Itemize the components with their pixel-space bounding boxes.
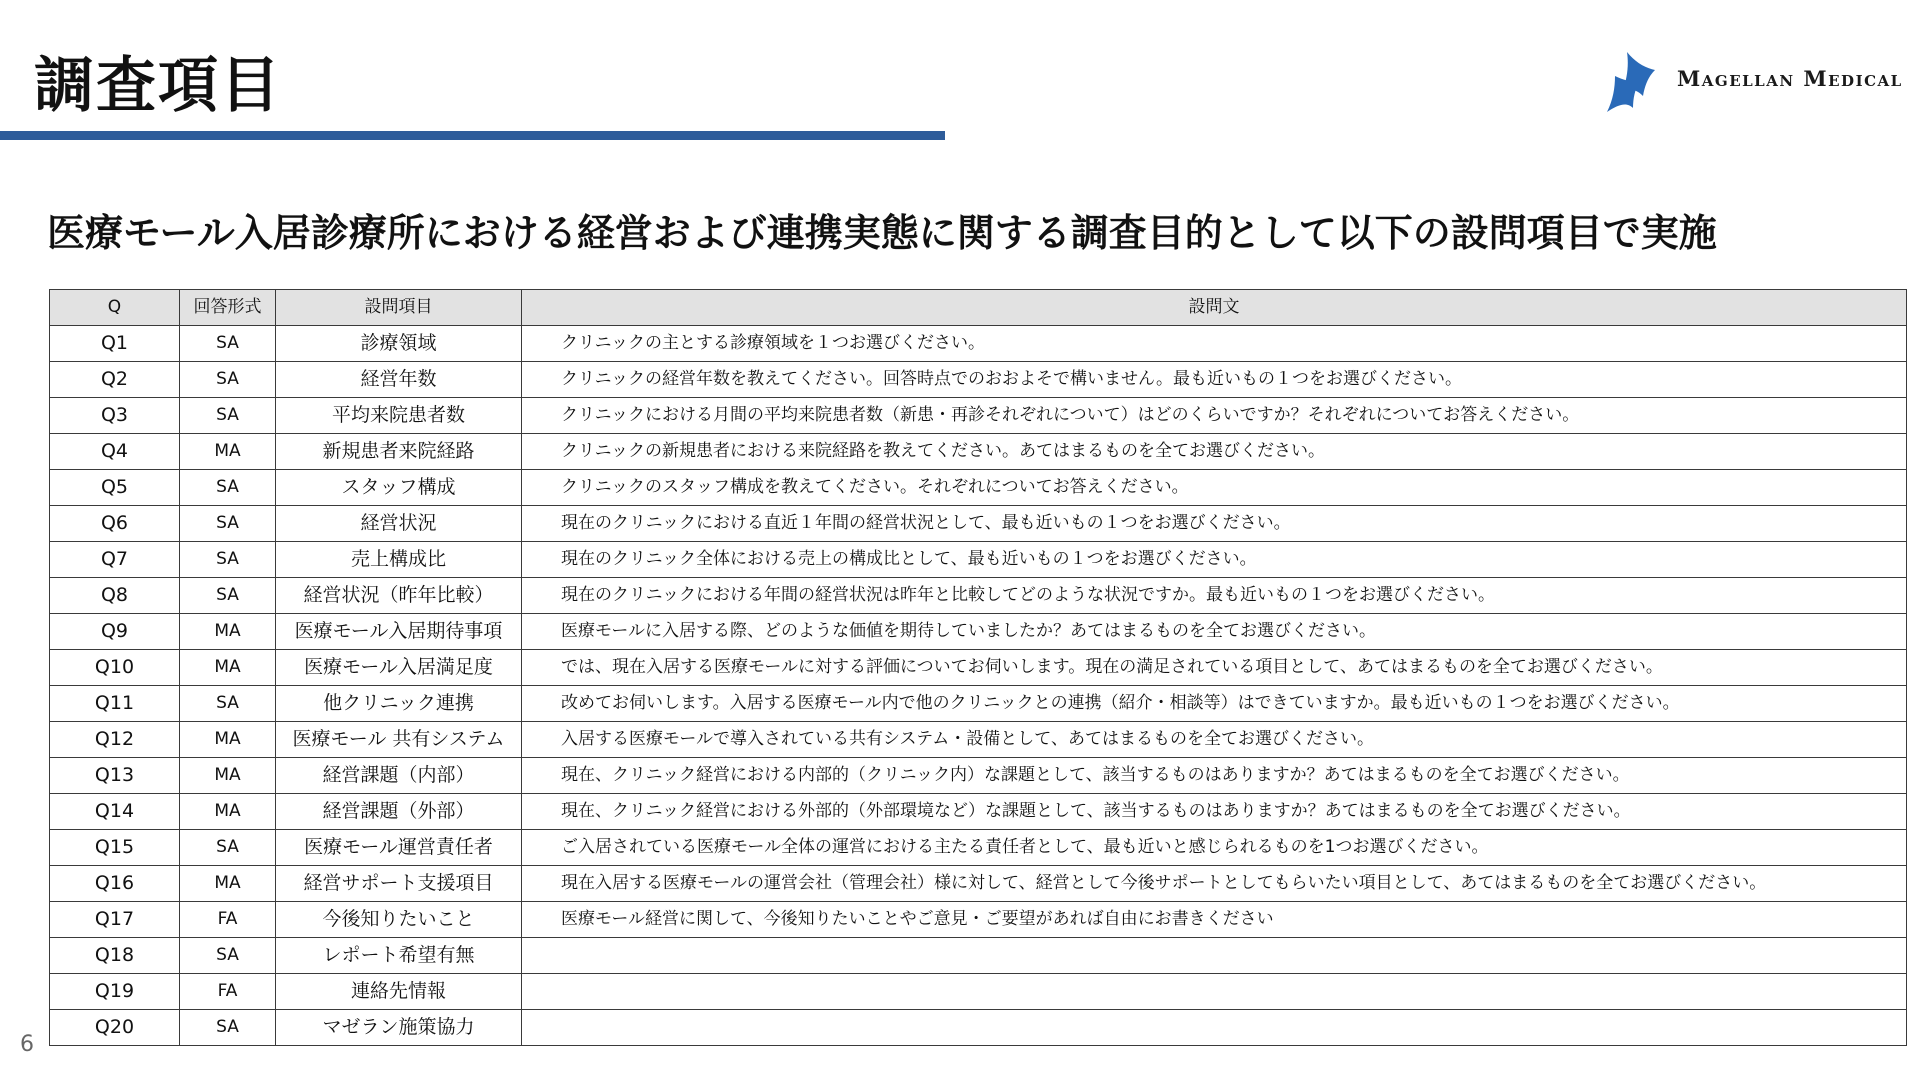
question-text-cell: 現在のクリニックにおける年間の経営状況は昨年と比較してどのような状況ですか。最も近いもの１つをお選びください。 — [522, 578, 1907, 614]
question-text-cell: クリニックの新規患者における来院経路を教えてください。あてはまるものを全てお選びください。 — [522, 434, 1907, 470]
question-text-cell — [522, 974, 1907, 1010]
question-text-cell: ご入居されている医療モール全体の運営における主たる責任者として、最も近いと感じられるものを1つお選びください。 — [522, 830, 1907, 866]
table-row — [50, 866, 1907, 902]
question-text-cell — [522, 1010, 1907, 1046]
question-item-cell: 売上構成比 — [276, 542, 522, 578]
table-row — [50, 434, 1907, 470]
table-row — [50, 794, 1907, 830]
question-item-cell: 経営状況（昨年比較） — [276, 578, 522, 614]
question-number-cell: Q17 — [50, 902, 180, 938]
table-row — [50, 974, 1907, 1010]
question-item-cell: 他クリニック連携 — [276, 686, 522, 722]
question-text-cell: 医療モール経営に関して、今後知りたいことやご意見・ご要望があれば自由にお書きください — [522, 902, 1907, 938]
question-text-cell — [522, 938, 1907, 974]
question-item-cell: 診療領域 — [276, 326, 522, 362]
answer-type-cell: MA — [180, 794, 276, 830]
question-text-cell: クリニックのスタッフ構成を教えてください。それぞれについてお答えください。 — [522, 470, 1907, 506]
question-item-cell: 平均来院患者数 — [276, 398, 522, 434]
table-header-row — [50, 290, 1907, 326]
table-row — [50, 686, 1907, 722]
question-number-cell: Q12 — [50, 722, 180, 758]
question-number-cell: Q4 — [50, 434, 180, 470]
company-logo — [1605, 46, 1903, 116]
logo-wordmark: Magellan Medical — [1677, 65, 1903, 91]
answer-type-cell: MA — [180, 722, 276, 758]
question-item-cell: スタッフ構成 — [276, 470, 522, 506]
column-header-q: Q — [50, 290, 180, 326]
title-underline — [0, 131, 945, 140]
question-item-cell: レポート希望有無 — [276, 938, 522, 974]
answer-type-cell: SA — [180, 398, 276, 434]
column-header-question-text: 設問文 — [522, 290, 1907, 326]
question-item-cell: 医療モール入居期待事項 — [276, 614, 522, 650]
question-text-cell: 現在入居する医療モールの運営会社（管理会社）様に対して、経営として今後サポートとしてもらいたい項目として、あてはまるものを全てお選びください。 — [522, 866, 1907, 902]
question-number-cell: Q6 — [50, 506, 180, 542]
question-text-cell: 改めてお伺いします。入居する医療モール内で他のクリニックとの連携（紹介・相談等）はできていますか。最も近いもの１つをお選びください。 — [522, 686, 1907, 722]
question-number-cell: Q3 — [50, 398, 180, 434]
table-row — [50, 362, 1907, 398]
question-text-cell: 現在、クリニック経営における内部的（クリニック内）な課題として、該当するものはありますか？あてはまるものを全てお選びください。 — [522, 758, 1907, 794]
question-item-cell: 経営状況 — [276, 506, 522, 542]
answer-type-cell: SA — [180, 326, 276, 362]
table-row — [50, 470, 1907, 506]
question-number-cell: Q7 — [50, 542, 180, 578]
table-row — [50, 902, 1907, 938]
question-number-cell: Q19 — [50, 974, 180, 1010]
question-number-cell: Q10 — [50, 650, 180, 686]
question-number-cell: Q20 — [50, 1010, 180, 1046]
question-item-cell: 経営課題（内部） — [276, 758, 522, 794]
answer-type-cell: MA — [180, 434, 276, 470]
question-item-cell: 新規患者来院経路 — [276, 434, 522, 470]
question-item-cell: 医療モール入居満足度 — [276, 650, 522, 686]
question-number-cell: Q5 — [50, 470, 180, 506]
answer-type-cell: SA — [180, 830, 276, 866]
question-text-cell: クリニックの経営年数を教えてください。回答時点でのおおよそで構いません。最も近いもの１つをお選びください。 — [522, 362, 1907, 398]
question-text-cell: では、現在入居する医療モールに対する評価についてお伺いします。現在の満足されている項目として、あてはまるものを全てお選びください。 — [522, 650, 1907, 686]
page-number: 6 — [20, 1032, 34, 1057]
table-row — [50, 614, 1907, 650]
question-item-cell: 今後知りたいこと — [276, 902, 522, 938]
answer-type-cell: MA — [180, 866, 276, 902]
answer-type-cell: SA — [180, 578, 276, 614]
answer-type-cell: SA — [180, 1010, 276, 1046]
question-item-cell: 経営年数 — [276, 362, 522, 398]
answer-type-cell: FA — [180, 902, 276, 938]
answer-type-cell: FA — [180, 974, 276, 1010]
answer-type-cell: SA — [180, 938, 276, 974]
question-number-cell: Q8 — [50, 578, 180, 614]
table-row — [50, 830, 1907, 866]
question-number-cell: Q2 — [50, 362, 180, 398]
answer-type-cell: SA — [180, 506, 276, 542]
question-text-cell: 現在、クリニック経営における外部的（外部環境など）な課題として、該当するものはありますか？あてはまるものを全てお選びください。 — [522, 794, 1907, 830]
magellan-sail-icon — [1605, 46, 1665, 116]
question-text-cell: 現在のクリニックにおける直近１年間の経営状況として、最も近いもの１つをお選びください。 — [522, 506, 1907, 542]
table-row — [50, 326, 1907, 362]
question-item-cell: 経営サポート支援項目 — [276, 866, 522, 902]
answer-type-cell: SA — [180, 686, 276, 722]
slide-subtitle: 医療モール入居診療所における経営および連携実態に関する調査目的として以下の設問項目で実施 — [47, 211, 1717, 255]
table-row — [50, 506, 1907, 542]
survey-table-body — [50, 326, 1907, 1046]
answer-type-cell: SA — [180, 362, 276, 398]
question-text-cell: 医療モールに入居する際、どのような価値を期待していましたか？あてはまるものを全てお選びください。 — [522, 614, 1907, 650]
question-text-cell: クリニックの主とする診療領域を１つお選びください。 — [522, 326, 1907, 362]
question-number-cell: Q1 — [50, 326, 180, 362]
table-row — [50, 650, 1907, 686]
answer-type-cell: MA — [180, 758, 276, 794]
question-item-cell: 医療モール運営責任者 — [276, 830, 522, 866]
answer-type-cell: SA — [180, 542, 276, 578]
page-title: 調査項目 — [34, 51, 282, 121]
question-item-cell: マゼラン施策協力 — [276, 1010, 522, 1046]
table-row — [50, 938, 1907, 974]
answer-type-cell: MA — [180, 650, 276, 686]
question-number-cell: Q9 — [50, 614, 180, 650]
question-item-cell: 医療モール 共有システム — [276, 722, 522, 758]
question-number-cell: Q13 — [50, 758, 180, 794]
question-number-cell: Q11 — [50, 686, 180, 722]
question-number-cell: Q16 — [50, 866, 180, 902]
question-number-cell: Q14 — [50, 794, 180, 830]
table-row — [50, 758, 1907, 794]
column-header-question-item: 設問項目 — [276, 290, 522, 326]
question-text-cell: クリニックにおける月間の平均来院患者数（新患・再診それぞれについて）はどのくらいですか？それぞれについてお答えください。 — [522, 398, 1907, 434]
table-row — [50, 542, 1907, 578]
question-item-cell: 連絡先情報 — [276, 974, 522, 1010]
survey-items-table — [49, 289, 1907, 1046]
question-item-cell: 経営課題（外部） — [276, 794, 522, 830]
table-row — [50, 578, 1907, 614]
table-row — [50, 722, 1907, 758]
table-row — [50, 1010, 1907, 1046]
answer-type-cell: SA — [180, 470, 276, 506]
column-header-answer-type: 回答形式 — [180, 290, 276, 326]
table-row — [50, 398, 1907, 434]
question-number-cell: Q18 — [50, 938, 180, 974]
question-text-cell: 現在のクリニック全体における売上の構成比として、最も近いもの１つをお選びください。 — [522, 542, 1907, 578]
question-text-cell: 入居する医療モールで導入されている共有システム・設備として、あてはまるものを全てお選びください。 — [522, 722, 1907, 758]
answer-type-cell: MA — [180, 614, 276, 650]
question-number-cell: Q15 — [50, 830, 180, 866]
